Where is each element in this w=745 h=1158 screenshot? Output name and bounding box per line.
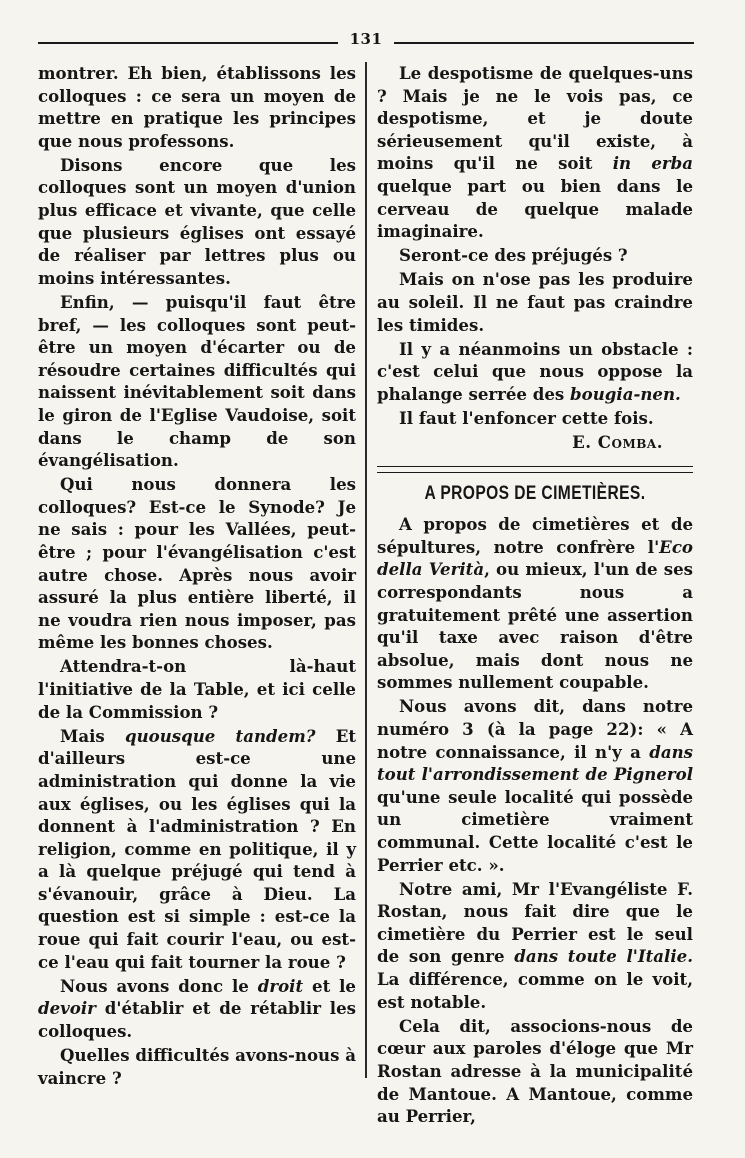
header-rule-left [38,42,338,44]
left-column [38,62,356,1091]
text-run: Mais [60,725,125,746]
text-run: La différence, comme on le voit, est notable. [377,969,693,1012]
paragraph: Il faut l'enfoncer cette fois. [399,407,654,428]
paragraph: Quelles difficultés avons-nous à vaincre ? [38,1045,356,1088]
section-title: A PROPOS DE CIMETIÈRES. [424,482,646,504]
italic-text: quousque tandem? [124,725,316,746]
page-number: 131 [349,30,383,48]
paragraph [377,513,693,694]
paragraph: montrer. Eh bien, établissons les colloques : ce sera un moyen de mettre en pratique les principes que nous professons. [38,63,356,151]
italic-text: dans tout l'arrondissement de Pignerol [377,741,693,785]
text-run: Notre ami, Mr l'Evangéliste F. Rostan, nous fait dire que le cimetière du Perrier est le seul de son genre [377,878,693,967]
italic-text: Eco della Verità [377,536,693,580]
paragraph [38,975,356,1043]
paragraph: Mais on n'ose pas les produire au soleil. Il ne faut pas craindre les timides. [377,269,693,335]
text-run: Cela dit, associons-nous de cœur aux paroles d'éloge que Mr Rostan adresse à la municipalité de Mantoue. A Mantoue, comme au Perrier, [377,1015,693,1127]
page-header [38,30,694,56]
column-divider [365,62,367,1078]
header-rule-right [394,42,694,44]
text-run: Il y a néanmoins un obstacle : c'est celui que nous oppose la phalange serrée des [377,338,693,404]
text-run: , ou mieux, l'un de ses correspondants nous a gratuitement prêté une assertion qu'il taxe avec raison d'être absolue, mais dont nous ne sommes nullement coupable. [377,559,693,693]
paragraph [377,338,693,406]
paragraph [377,1015,693,1128]
paragraph: Disons encore que les colloques sont un moyen d'union plus efficace et vivante, que celle que plusieurs églises ont essayé de réaliser par lettres plus ou moins intéressantes. [38,154,356,288]
italic-text: droit [257,975,304,996]
text-run: Le despotisme de quelques-uns ? Mais je ne le vois pas, ce despotisme, et je doute sérieusement qu'il existe, à moins qu'il ne soit [377,63,693,174]
right-column [377,62,693,1129]
paragraph: Seront-ce des préjugés ? [399,245,628,266]
italic-text: bougia-nen. [570,383,681,404]
paragraph [377,695,693,876]
text-run: quelque part ou bien dans le cerveau de quelque malade imaginaire. [377,175,693,242]
paragraph [377,878,693,1014]
text-run: et le [303,975,356,996]
paragraph [38,725,356,974]
text-run: Nous avons donc le [60,975,258,996]
paragraph: Attendra-t-on là-haut l'initiative de la Table, et ici celle de la Commission ? [38,656,356,722]
section-separator [377,466,693,473]
paragraph [377,62,693,243]
text-run: Et d'ailleurs est-ce une administration qui donne la vie aux églises, ou les églises qui la donnent à l'administration ? En religion, comme en politique, il y a là quelque préjugé qui tend à s'évanouir, grâce à Dieu. La question est si simple : est-ce la roue qui fait courir l'eau, ou est-ce l'eau qui fait tourner la roue ? [38,725,357,972]
italic-text: devoir [38,998,96,1019]
signature: E. Comba. [572,432,663,452]
paragraph: Qui nous donnera les colloques? Est-ce le Synode? Je ne sais : pour les Vallées, peut-être ; pour l'évangélisation c'est autre chose. Après nous avoir assuré la plus entière liberté, il ne voudra rien nous imposer, pas même les bonnes choses. [38,474,356,653]
text-run: A propos de cimetières et de sépultures, notre confrère l' [377,514,693,557]
italic-text: in erba [612,153,693,174]
italic-text: dans toute l'Italie. [514,946,693,967]
text-run: qu'une seule localité qui possède un cimetière vraiment communal. Cette localité c'est le Perrier etc. ». [377,786,693,875]
text-run: d'établir et de rétablir les colloques. [38,998,356,1041]
text-run: Nous avons dit, dans notre numéro 3 (à la page 22): « A notre connaissance, il n'y a [377,696,693,762]
paragraph: Enfin, — puisqu'il faut être bref, — les colloques sont peut-être un moyen d'écarter ou de résoudre certaines difficultés qui naissent inévitablement soit dans le giron de l'Eglise Vaudoise, soit dans le champ de son évangélisation. [38,291,356,471]
